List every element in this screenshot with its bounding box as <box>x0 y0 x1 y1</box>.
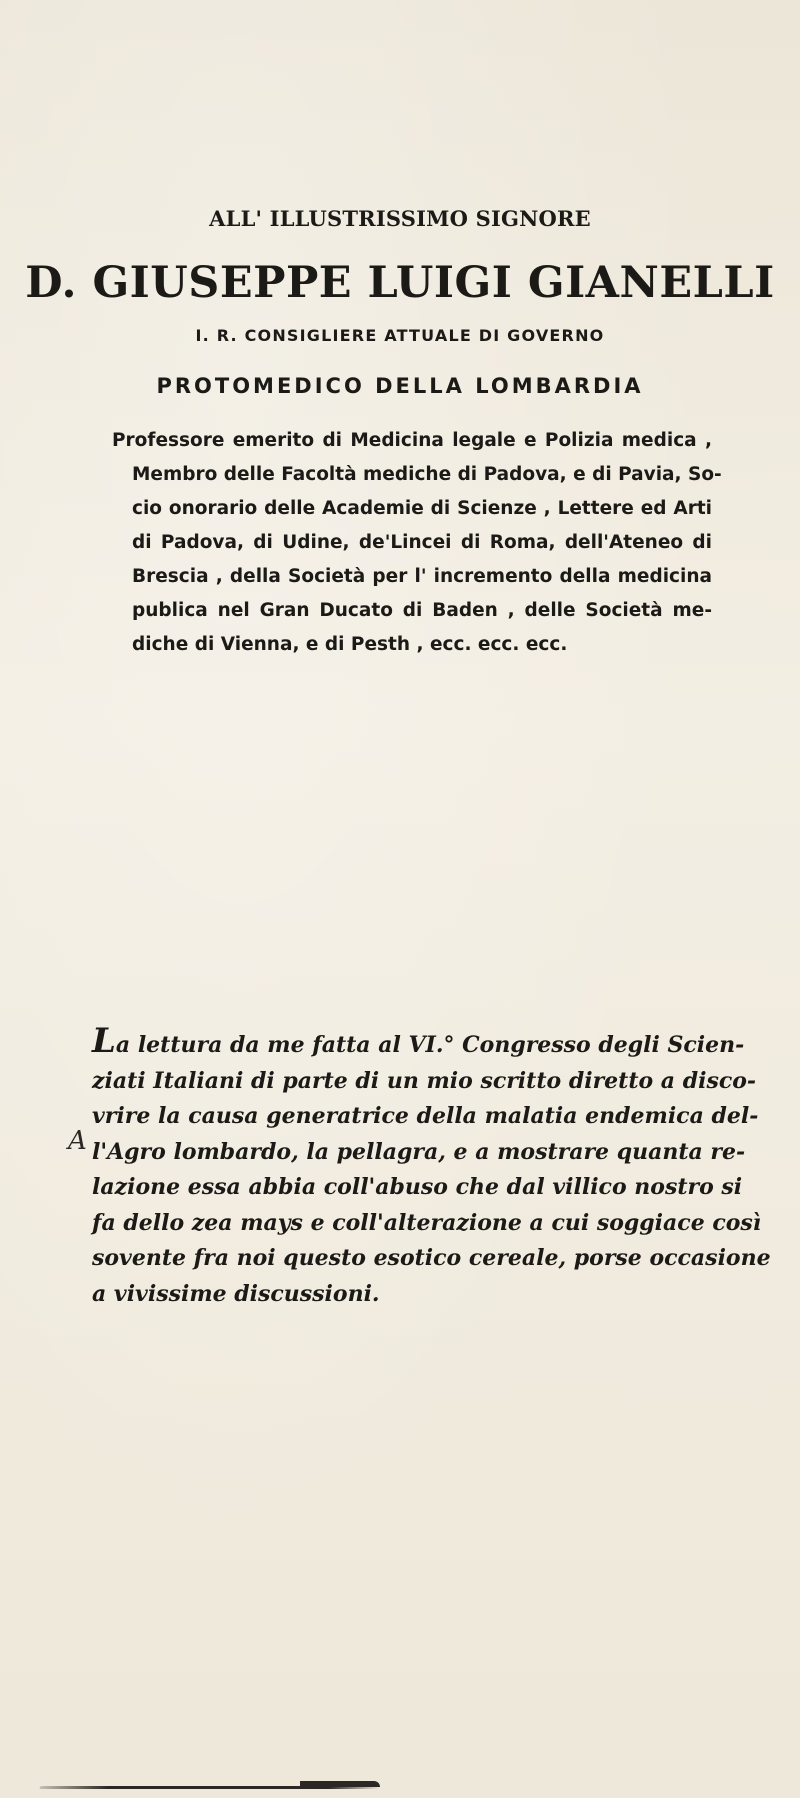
drop-cap: L <box>92 1021 116 1061</box>
body-paragraph <box>92 1021 771 1312</box>
honorific-line: Membro delle Facoltà mediche di Padova, e di Pavia, So- <box>132 464 722 485</box>
office-line: I. R. CONSIGLIERE ATTUALE DI GOVERNO <box>195 326 605 345</box>
body-line <box>92 1021 745 1064</box>
decorative-rule-end <box>300 1781 380 1787</box>
dedicatee-name: D. GIUSEPPE LUIGI GIANELLI <box>25 258 775 308</box>
honorific-line: publica nel Gran Ducato di Baden , delle Società me- <box>132 600 712 621</box>
body-line: l'Agro lombardo, la pellagra, e a mostrare quanta re- <box>92 1138 746 1165</box>
body-line: lazione essa abbia coll'abuso che dal villico nostro si <box>92 1174 743 1200</box>
honorific-line: Professore emerito di Medicina legale e Polizia medica , <box>112 430 712 451</box>
honorifics-block <box>112 424 722 662</box>
honorific-line: di Padova, di Udine, de'Lincei di Roma, dell'Ateneo di <box>132 532 712 553</box>
body-line: sovente fra noi questo esotico cereale, porse occasione <box>92 1245 771 1271</box>
honorific-line: Brescia , della Società per l' incremento della medicina <box>132 566 712 587</box>
body-line: ziati Italiani di parte di un mio scritto diretto a disco- <box>92 1067 757 1094</box>
dedication-line: ALL' ILLUSTRISSIMO SIGNORE <box>209 206 591 231</box>
margin-mark: A <box>68 1126 87 1156</box>
body-line: a vivissime discussioni. <box>92 1280 380 1307</box>
title-line: PROTOMEDICO DELLA LOMBARDIA <box>156 374 644 398</box>
body-first-line-text: a lettura da me fatta al VI.° Congresso degli Scien- <box>115 1032 745 1058</box>
honorific-line: cio onorario delle Academie di Scienze , Lettere ed Arti <box>132 498 712 519</box>
honorific-line: diche di Vienna, e di Pesth , ecc. ecc. ecc. <box>132 634 568 655</box>
body-line: vrire la causa generatrice della malatia endemica del- <box>92 1103 759 1129</box>
body-line: fa dello zea mays e coll'alterazione a cui soggiace così <box>92 1209 762 1236</box>
